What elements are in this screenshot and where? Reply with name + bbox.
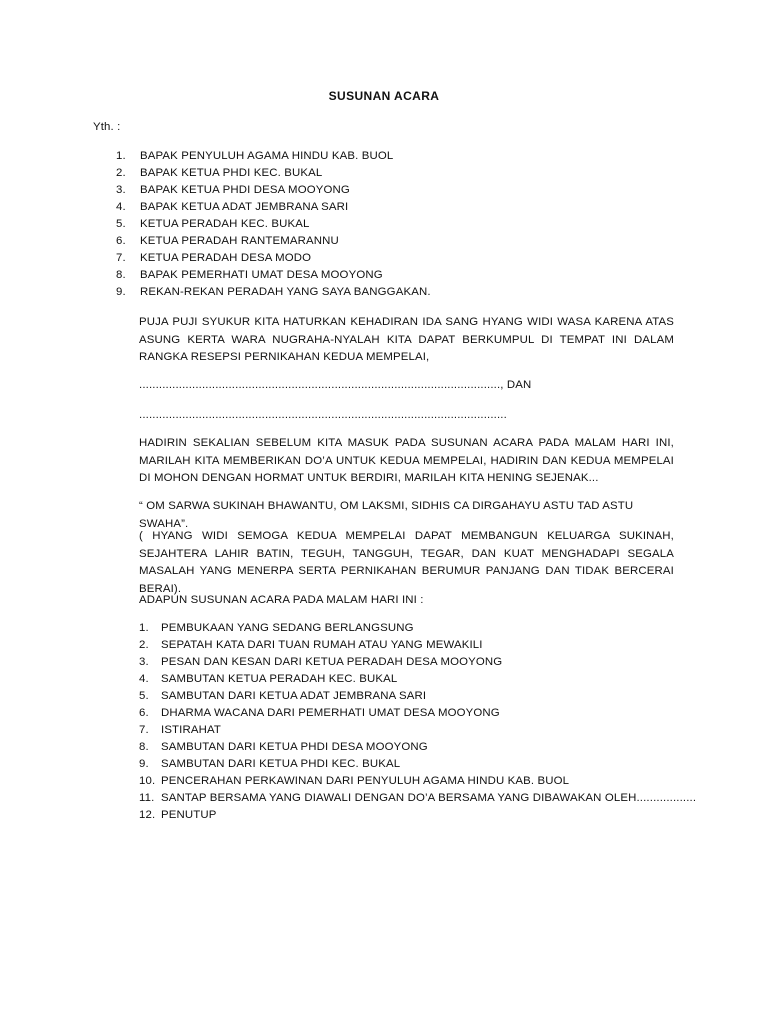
list-item-number: 2. — [116, 167, 126, 179]
list-item — [139, 688, 696, 705]
list-item — [116, 267, 431, 284]
addressee-list — [116, 148, 431, 301]
list-item-text: PEMBUKAAN YANG SEDANG BERLANGSUNG — [161, 622, 414, 634]
list-item-text: PENCERAHAN PERKAWINAN DARI PENYULUH AGAMA HINDU KAB. BUOL — [161, 775, 570, 787]
opening-paragraph: PUJA PUJI SYUKUR KITA HATURKAN KEHADIRAN IDA SANG HYANG WIDI WASA KARENA ATAS ASUNG KERTA WARA NUGRAHA-NYALAH KITA DAPAT BERKUMPUL DI TEMPAT INI DALAM RANGKA RESEPSI PERNIKAHAN KEDUA MEMPELAI, — [139, 316, 674, 363]
list-item — [139, 756, 696, 773]
list-item-text: BAPAK KETUA ADAT JEMBRANA SARI — [140, 201, 349, 213]
list-item-text: SAMBUTAN KETUA PERADAH KEC. BUKAL — [161, 673, 398, 685]
list-item-number: 3. — [139, 656, 149, 668]
list-item-number: 4. — [139, 673, 149, 685]
list-item-text: SAMBUTAN DARI KETUA PHDI DESA MOOYONG — [161, 741, 428, 753]
list-item-number: 8. — [116, 269, 126, 281]
list-item-text: KETUA PERADAH DESA MODO — [140, 252, 312, 264]
list-item — [116, 165, 431, 182]
list-item-number: 12. — [139, 809, 156, 821]
list-item — [139, 722, 696, 739]
list-item — [116, 182, 431, 199]
list-item — [116, 216, 431, 233]
list-item-number: 6. — [139, 707, 149, 719]
mantra-text: “ OM SARWA SUKINAH BHAWANTU, OM LAKSMI, SIDHIS CA DIRGAHAYU ASTU TAD ASTU SWAHA”. — [139, 500, 634, 530]
list-item-number: 2. — [139, 639, 149, 651]
agenda-list — [139, 620, 696, 824]
couple-name-blank-1: ............................................................................................................., DAN — [139, 379, 532, 391]
list-item-number: 9. — [116, 286, 126, 298]
list-item — [139, 620, 696, 637]
list-item-number: 10. — [139, 775, 156, 787]
list-item-number: 7. — [139, 724, 149, 736]
list-item-number: 9. — [139, 758, 149, 770]
list-item — [116, 199, 431, 216]
list-item-number: 4. — [116, 201, 126, 213]
list-item — [139, 790, 696, 807]
prayer-invitation-paragraph: HADIRIN SEKALIAN SEBELUM KITA MASUK PADA SUSUNAN ACARA PADA MALAM HARI INI, MARILAH KITA MEMBERIKAN DO’A UNTUK KEDUA MEMPELAI, HADIRIN DAN KEDUA MEMPELAI DI MOHON DENGAN HORMAT UNTUK BERDIRI, MARILAH KITA HENING SEJENAK... — [139, 437, 674, 484]
list-item — [139, 739, 696, 756]
list-item — [139, 773, 696, 790]
couple-name-blank-2: ............................................................................................................... — [139, 409, 507, 421]
list-item — [139, 807, 696, 824]
list-item-text: SAMBUTAN DARI KETUA PHDI KEC. BUKAL — [161, 758, 401, 770]
list-item-text: SANTAP BERSAMA YANG DIAWALI DENGAN DO’A BERSAMA YANG DIBAWAKAN OLEH.................. — [161, 792, 697, 804]
list-item-number: 7. — [116, 252, 126, 264]
list-item — [116, 250, 431, 267]
list-item-text: REKAN-REKAN PERADAH YANG SAYA BANGGAKAN. — [140, 286, 431, 298]
list-item-number: 1. — [116, 150, 126, 162]
document-title: SUSUNAN ACARA — [328, 89, 440, 103]
list-item-text: KETUA PERADAH RANTEMARANNU — [140, 235, 339, 247]
list-item-number: 3. — [116, 184, 126, 196]
list-item — [139, 671, 696, 688]
list-item-text: SAMBUTAN DARI KETUA ADAT JEMBRANA SARI — [161, 690, 427, 702]
list-item-number: 5. — [139, 690, 149, 702]
list-item-text: DHARMA WACANA DARI PEMERHATI UMAT DESA MOOYONG — [161, 707, 500, 719]
list-item-text: KETUA PERADAH KEC. BUKAL — [140, 218, 310, 230]
list-item — [116, 284, 431, 301]
list-item-text: PENUTUP — [161, 809, 217, 821]
list-item-number: 5. — [116, 218, 126, 230]
list-item-text: BAPAK PEMERHATI UMAT DESA MOOYONG — [140, 269, 383, 281]
list-item-text: PESAN DAN KESAN DARI KETUA PERADAH DESA MOOYONG — [161, 656, 503, 668]
list-item-number: 8. — [139, 741, 149, 753]
agenda-intro: ADAPUN SUSUNAN ACARA PADA MALAM HARI INI : — [139, 594, 424, 606]
list-item-text: ISTIRAHAT — [161, 724, 221, 736]
list-item-text: BAPAK KETUA PHDI DESA MOOYONG — [140, 184, 350, 196]
list-item — [139, 705, 696, 722]
list-item-text: BAPAK PENYULUH AGAMA HINDU KAB. BUOL — [140, 150, 394, 162]
list-item — [116, 233, 431, 250]
list-item-number: 1. — [139, 622, 149, 634]
list-item — [139, 637, 696, 654]
list-item-number: 6. — [116, 235, 126, 247]
list-item — [116, 148, 431, 165]
list-item-text: BAPAK KETUA PHDI KEC. BUKAL — [140, 167, 323, 179]
mantra-translation: ( HYANG WIDI SEMOGA KEDUA MEMPELAI DAPAT MEMBANGUN KELUARGA SUKINAH, SEJAHTERA LAHIR BATIN, TEGUH, TANGGUH, TEGAR, DAN KUAT MENGHADAPI SEGALA MASALAH YANG MENERPA SERTA PERNIKAHAN BERUMUR PANJANG DAN TIDAK BERCERAI BERAI). — [139, 530, 674, 595]
list-item-text: SEPATAH KATA DARI TUAN RUMAH ATAU YANG MEWAKILI — [161, 639, 483, 651]
salutation: Yth. : — [93, 121, 121, 133]
list-item-number: 11. — [139, 792, 155, 804]
list-item — [139, 654, 696, 671]
